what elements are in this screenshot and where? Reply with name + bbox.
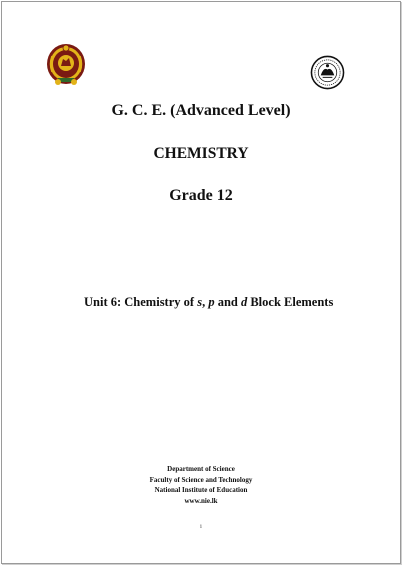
publisher-footer bbox=[2, 464, 400, 506]
unit-d: d bbox=[240, 295, 248, 309]
unit-p: p bbox=[208, 295, 215, 309]
unit-sep: , bbox=[202, 295, 209, 309]
unit-s: s bbox=[197, 295, 203, 309]
footer-faculty: Faculty of Science and Technology bbox=[149, 475, 253, 484]
nie-seal-logo bbox=[310, 55, 345, 90]
page-number: i bbox=[200, 524, 202, 530]
unit-prefix: Unit 6: Chemistry of bbox=[84, 295, 198, 309]
title-subject: CHEMISTRY bbox=[153, 145, 249, 162]
unit-title bbox=[84, 295, 333, 310]
title-grade: Grade 12 bbox=[169, 187, 233, 204]
sri-lanka-emblem-logo bbox=[44, 42, 88, 88]
unit-suffix: Block Elements bbox=[247, 295, 334, 309]
unit-and: and bbox=[214, 295, 241, 309]
document-page bbox=[1, 1, 401, 564]
title-level: G. C. E. (Advanced Level) bbox=[111, 102, 291, 119]
footer-department: Department of Science bbox=[167, 465, 235, 473]
footer-institute: National Institute of Education bbox=[154, 486, 248, 494]
footer-website: www.nie.lk bbox=[184, 496, 218, 505]
